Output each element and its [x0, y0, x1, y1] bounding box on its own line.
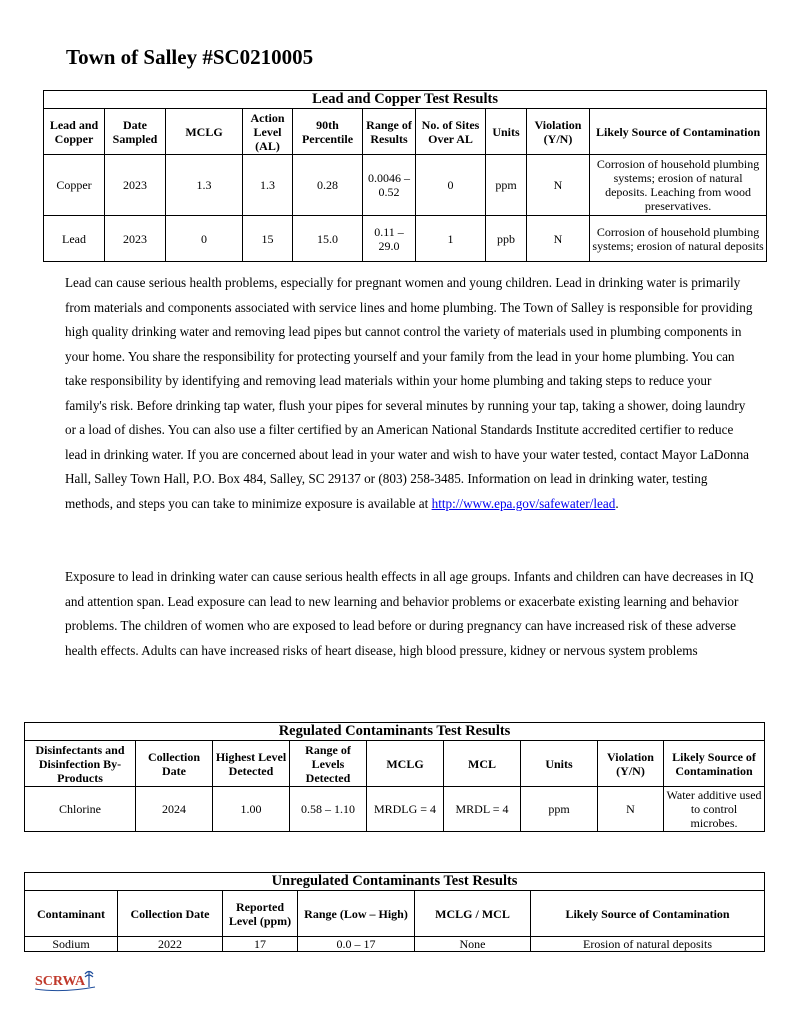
epa-lead-link[interactable]: http://www.epa.gov/safewater/lead	[431, 495, 616, 511]
column-header: Range of Results	[363, 109, 416, 155]
table-cell: 0.11 – 29.0	[363, 216, 416, 262]
table-cell: 1	[416, 216, 486, 262]
column-header: MCLG	[166, 109, 243, 155]
table-cell: ppb	[486, 216, 527, 262]
table-cell: 2024	[136, 787, 213, 832]
table-cell: Sodium	[25, 937, 118, 952]
page-title: Town of Salley #SC0210005	[66, 45, 314, 69]
column-header: Collection Date	[118, 891, 223, 937]
table-cell: Corrosion of household plumbing systems; erosion of natural deposits. Leaching from wood preservatives.	[590, 155, 767, 216]
table-caption: Regulated Contaminants Test Results	[25, 723, 765, 741]
table-cell: Lead	[44, 216, 105, 262]
table-cell: 17	[223, 937, 298, 952]
table-cell: ppm	[521, 787, 598, 832]
table-cell: 15.0	[293, 216, 363, 262]
table-cell: 2023	[105, 216, 166, 262]
column-header: Likely Source of Contamination	[664, 741, 765, 787]
column-header: No. of Sites Over AL	[416, 109, 486, 155]
table-cell: 1.3	[166, 155, 243, 216]
table-cell: Chlorine	[25, 787, 136, 832]
column-header: Units	[486, 109, 527, 155]
column-header: Violation (Y/N)	[527, 109, 590, 155]
column-header: Likely Source of Contamination	[590, 109, 767, 155]
column-header: Contaminant	[25, 891, 118, 937]
table-row	[44, 155, 767, 216]
column-header: Likely Source of Contamination	[531, 891, 765, 937]
column-header: Range (Low – High)	[298, 891, 415, 937]
column-header: Units	[521, 741, 598, 787]
regulated-contaminants-table	[24, 722, 765, 832]
table-cell: N	[598, 787, 664, 832]
column-header: Date Sampled	[105, 109, 166, 155]
paragraph-end: .	[615, 495, 619, 511]
table-cell: 0.0 – 17	[298, 937, 415, 952]
column-header: Highest Level Detected	[213, 741, 290, 787]
column-header: MCLG	[367, 741, 444, 787]
column-header: MCL	[444, 741, 521, 787]
lead-copper-table	[43, 90, 767, 262]
table-cell: 0	[416, 155, 486, 216]
table-cell: 0.58 – 1.10	[290, 787, 367, 832]
table-row	[25, 937, 765, 952]
column-header: Lead and Copper	[44, 109, 105, 155]
table-cell: N	[527, 216, 590, 262]
column-header: Disinfectants and Disinfection By-Products	[25, 741, 136, 787]
table-cell: 0.0046 – 0.52	[363, 155, 416, 216]
table-cell: N	[527, 155, 590, 216]
column-header: MCLG / MCL	[415, 891, 531, 937]
table-row	[44, 216, 767, 262]
paragraph-text: Lead can cause serious health problems, especially for pregnant women and young children. Lead in drinking water is primarily from materials and components associated with service lines and home plumbing. The Town of Salley is responsible for providing high quality drinking water and removing lead pipes but cannot control the variety of materials used in plumbing components in your home. You share the responsibility for protecting yourself and your family from the lead in your home plumbing. You can take responsibility by identifying and removing lead materials within your home plumbing and taking steps to reduce your family's risk. Before drinking tap water, flush your pipes for several minutes by running your tap, taking a shower, doing laundry or a load of dishes. You can also use a filter certified by an American National Standards Institute accredited certifier to reduce lead in drinking water. If you are concerned about lead in your water and wish to have your water tested, contact Mayor LaDonna Hall, Salley Town Hall, P.O. Box 484, Salley, SC 29137 or (803) 258-3485. Information on lead in drinking water, testing methods, and steps you can take to minimize exposure is available at	[65, 275, 753, 511]
lead-health-paragraph	[65, 271, 755, 516]
table-cell: 0	[166, 216, 243, 262]
table-cell: 0.28	[293, 155, 363, 216]
table-cell: Erosion of natural deposits	[531, 937, 765, 952]
column-header: Collection Date	[136, 741, 213, 787]
table-row	[25, 787, 765, 832]
scrwa-logo	[33, 965, 103, 995]
table-cell: Corrosion of household plumbing systems; erosion of natural deposits	[590, 216, 767, 262]
column-header: Violation (Y/N)	[598, 741, 664, 787]
table-caption: Lead and Copper Test Results	[44, 91, 767, 109]
column-header: Reported Level (ppm)	[223, 891, 298, 937]
table-cell: Copper	[44, 155, 105, 216]
column-header: Range of Levels Detected	[290, 741, 367, 787]
table-cell: 2023	[105, 155, 166, 216]
table-cell: None	[415, 937, 531, 952]
column-header: Action Level (AL)	[243, 109, 293, 155]
table-cell: ppm	[486, 155, 527, 216]
table-cell: 2022	[118, 937, 223, 952]
table-cell: MRDLG = 4	[367, 787, 444, 832]
table-cell: 1.3	[243, 155, 293, 216]
table-cell: Water additive used to control microbes.	[664, 787, 765, 832]
table-cell: 1.00	[213, 787, 290, 832]
lead-exposure-paragraph: Exposure to lead in drinking water can cause serious health effects in all age groups. Infants and children can have decreases in IQ and attention span. Lead exposure can lead to new learning and behavior problems or exacerbate existing learning and behavior problems. The children of women who are exposed to lead before or during pregnancy can have increased risk of these adverse health effects. Adults can have increased risks of heart disease, high blood pressure, kidney or nervous system problems	[65, 569, 754, 658]
logo-text: SCRWA	[35, 974, 86, 989]
table-cell: 15	[243, 216, 293, 262]
table-cell: MRDL = 4	[444, 787, 521, 832]
column-header: 90th Percentile	[293, 109, 363, 155]
unregulated-contaminants-table	[24, 872, 765, 952]
table-caption: Unregulated Contaminants Test Results	[25, 873, 765, 891]
